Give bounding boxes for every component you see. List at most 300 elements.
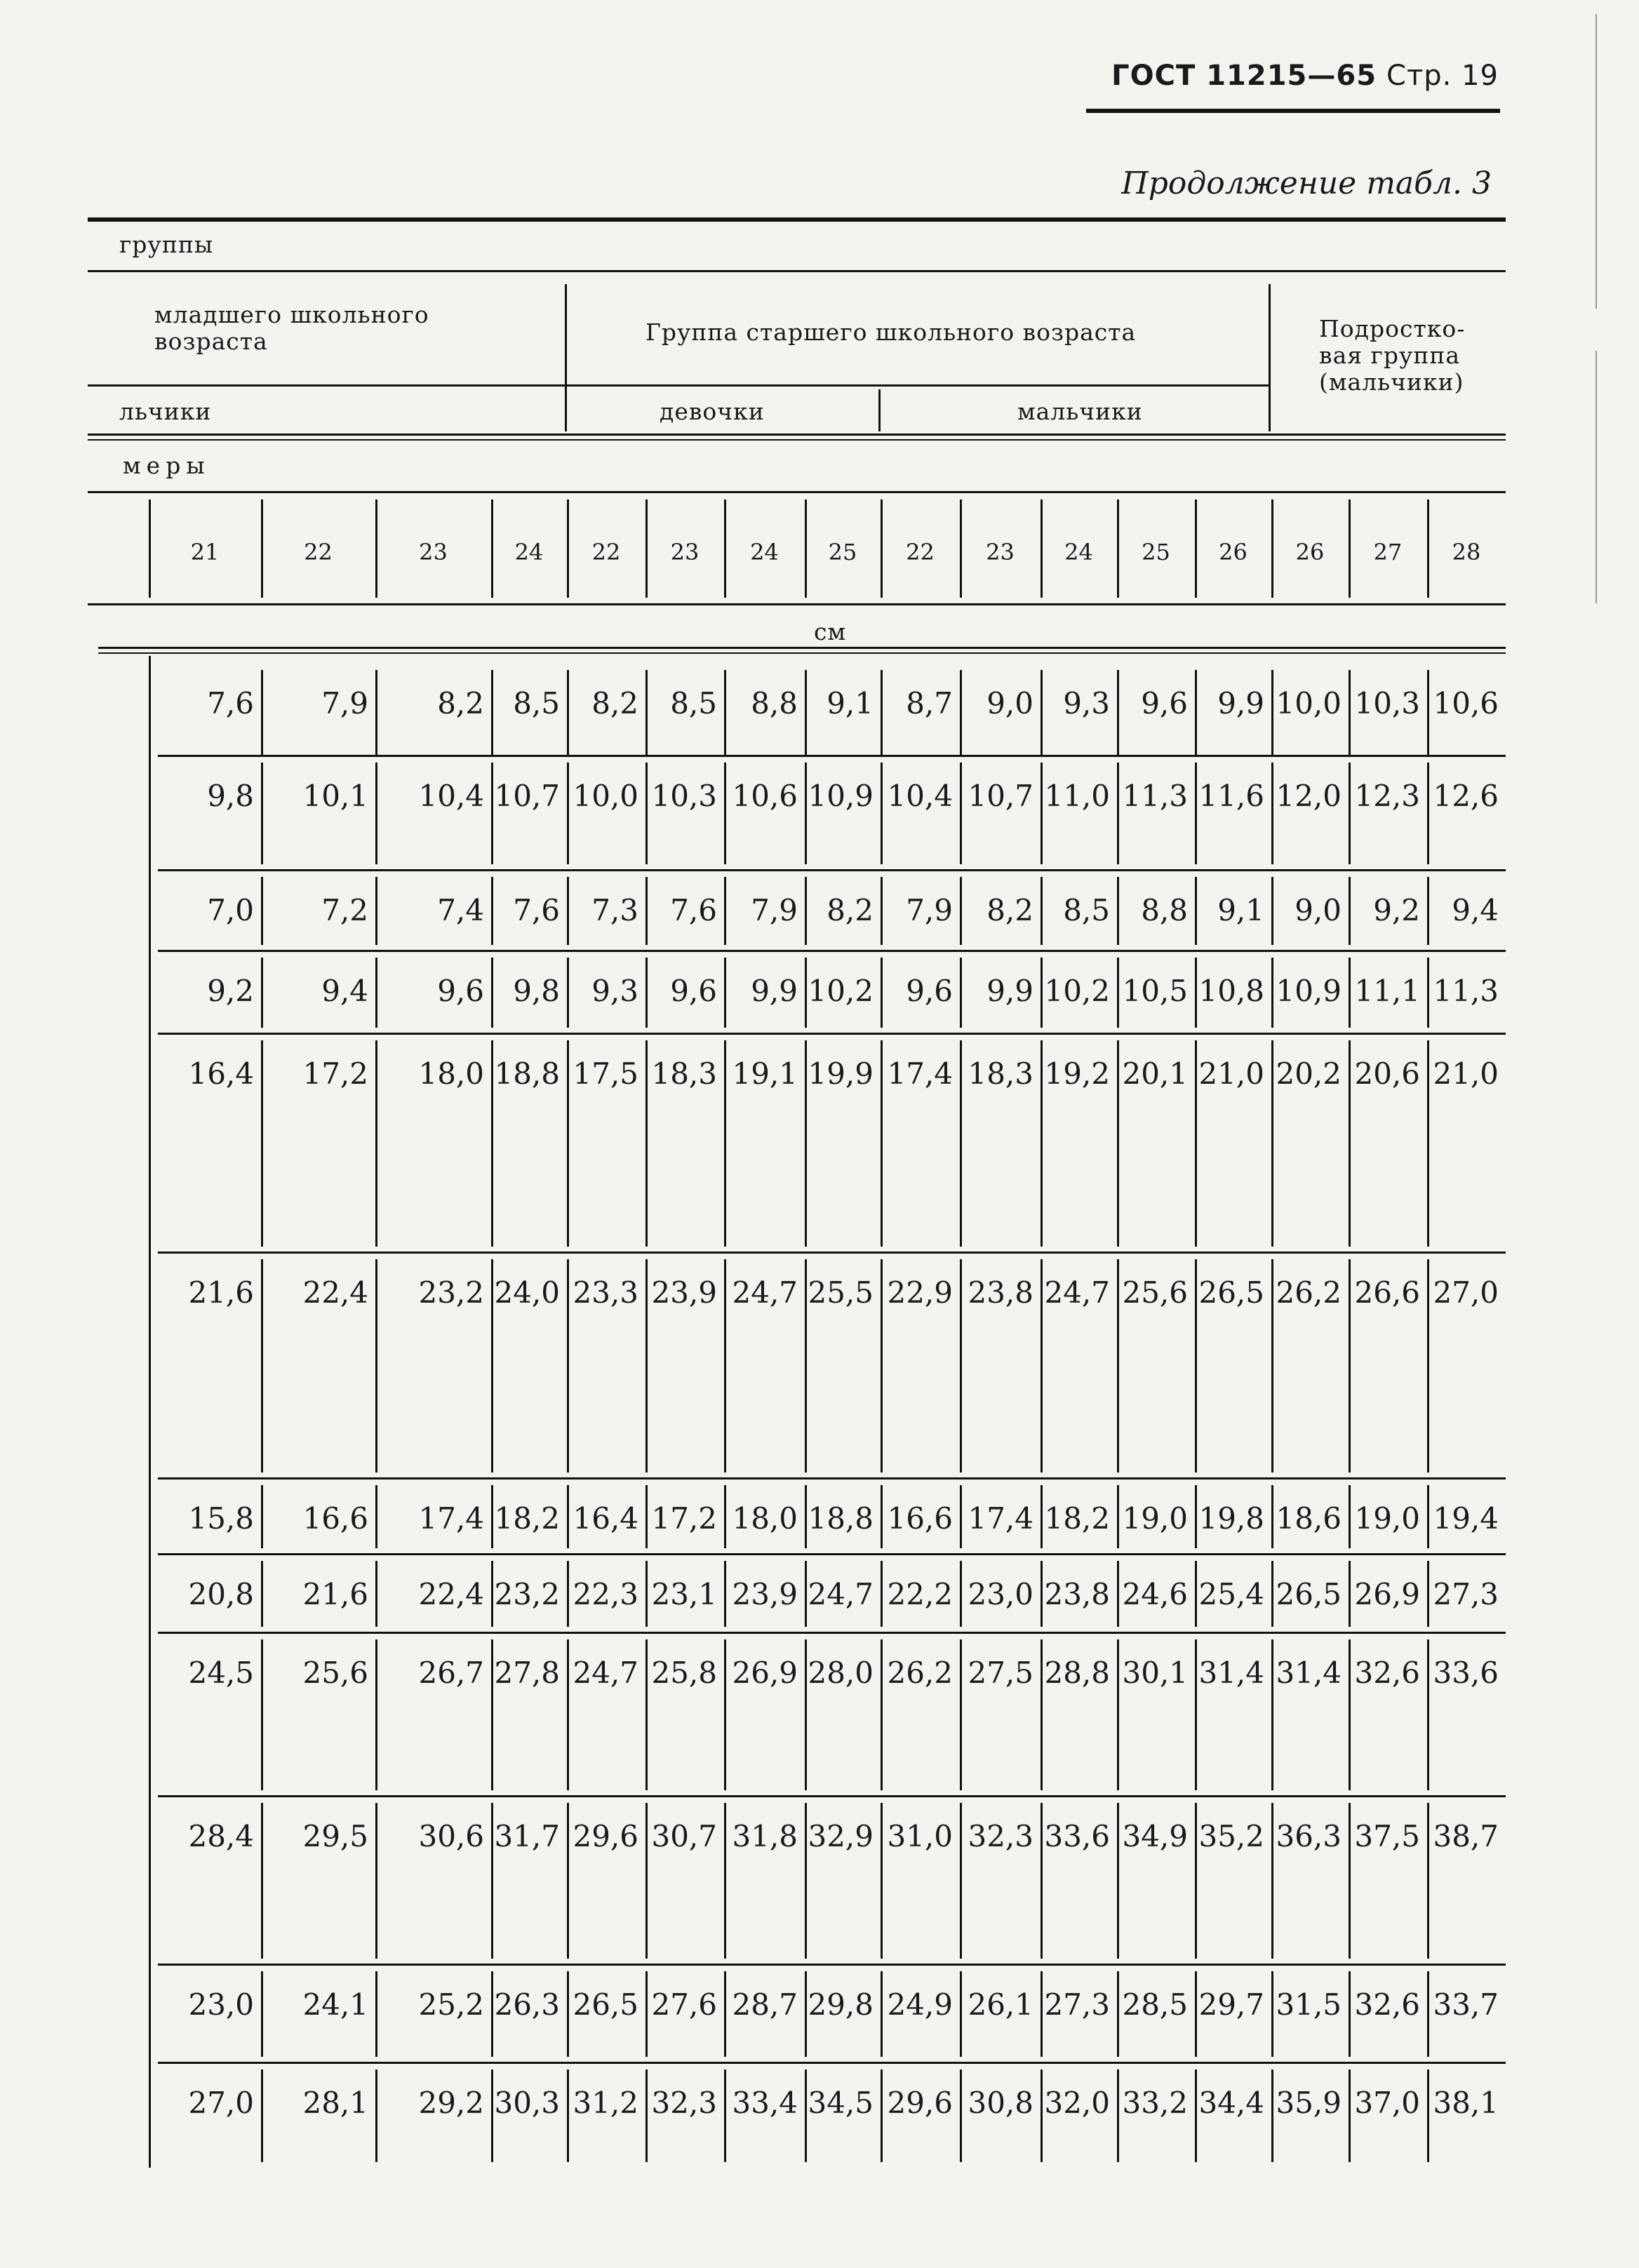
table-cell: 26,2 — [1276, 1275, 1342, 1310]
cell-divider — [1349, 1040, 1351, 1247]
cell-divider — [1271, 763, 1273, 864]
table-cell: 21,6 — [302, 1577, 368, 1611]
table-cell: 11,6 — [1198, 779, 1264, 813]
table-cell: 27,8 — [494, 1656, 560, 1690]
table-cell: 10,4 — [887, 779, 953, 813]
table-cell: 8,2 — [986, 893, 1033, 927]
cell-divider — [1427, 1971, 1429, 2057]
cell-divider — [491, 877, 493, 945]
cell-divider — [261, 1040, 263, 1247]
cell-divider — [1349, 1485, 1351, 1548]
cell-divider — [645, 1485, 648, 1548]
table-cell: 7,2 — [321, 893, 368, 927]
column-header-divider — [960, 499, 962, 598]
table-cell: 9,6 — [437, 974, 484, 1008]
cell-divider — [1041, 670, 1043, 756]
cell-divider — [1117, 877, 1119, 945]
row-divider — [158, 950, 1506, 952]
table-cell: 21,6 — [188, 1275, 254, 1310]
cell-divider — [960, 1971, 962, 2057]
cell-divider — [375, 763, 377, 864]
table-cell: 22,4 — [418, 1577, 484, 1611]
column-header-divider — [149, 499, 151, 598]
cell-divider — [805, 763, 807, 864]
table-cell: 27,6 — [651, 1987, 717, 2022]
table-cell: 27,3 — [1044, 1987, 1110, 2022]
cell-divider — [375, 1639, 377, 1790]
column-header-divider — [1117, 499, 1119, 598]
cell-divider — [724, 958, 726, 1028]
cell-divider — [1117, 1803, 1119, 1959]
cell-divider — [261, 1259, 263, 1472]
cell-divider — [645, 1803, 648, 1959]
cell-divider — [261, 1485, 263, 1548]
table-cell: 9,3 — [591, 974, 638, 1008]
table-cell: 21,0 — [1433, 1056, 1499, 1091]
cell-divider — [375, 1561, 377, 1627]
cell-divider — [645, 2069, 648, 2162]
cell-divider — [960, 1259, 962, 1472]
table-cell: 20,1 — [1122, 1056, 1188, 1091]
cell-divider — [491, 763, 493, 864]
table-cell: 8,5 — [1063, 893, 1110, 927]
cell-divider — [491, 2069, 493, 2162]
cell-divider — [1349, 1639, 1351, 1790]
cell-divider — [724, 1971, 726, 2057]
table-cell: 38,7 — [1433, 1819, 1499, 1853]
table-cell: 33,2 — [1122, 2086, 1188, 2120]
header-rule — [1086, 109, 1500, 113]
column-header-divider — [375, 499, 377, 598]
cell-divider — [375, 958, 377, 1028]
cell-divider — [1271, 1040, 1273, 1247]
cell-divider — [645, 1971, 648, 2057]
cell-divider — [261, 958, 263, 1028]
table-cell: 25,2 — [418, 1987, 484, 2022]
table-cell: 20,6 — [1354, 1056, 1420, 1091]
column-header-divider — [1427, 499, 1429, 598]
cell-divider — [1271, 1971, 1273, 2057]
cell-divider — [645, 958, 648, 1028]
table-cell: 25,6 — [1122, 1275, 1188, 1310]
table-cell: 28,4 — [188, 1819, 254, 1853]
cell-divider — [960, 1561, 962, 1627]
row-divider — [158, 1477, 1506, 1479]
table-cell: 30,6 — [418, 1819, 484, 1853]
cell-divider — [1271, 877, 1273, 945]
column-header-divider — [567, 499, 569, 598]
column-header: 27 — [1373, 539, 1403, 565]
label-teen-group: Подростко-вая группа (мальчики) — [1319, 315, 1466, 396]
table-cell: 24,7 — [732, 1275, 798, 1310]
cell-divider — [1427, 877, 1429, 945]
cell-divider — [724, 670, 726, 756]
cell-divider — [960, 763, 962, 864]
cell-divider — [645, 670, 648, 756]
table-cell: 8,8 — [751, 686, 798, 720]
table-cell: 26,9 — [1354, 1577, 1420, 1611]
table-cell: 22,3 — [573, 1577, 638, 1611]
column-header-divider — [645, 499, 648, 598]
table-cell: 26,5 — [1276, 1577, 1342, 1611]
table-cell: 7,9 — [321, 686, 368, 720]
gost-number: ГОСТ 11215—65 — [1111, 60, 1377, 92]
cell-divider — [375, 1971, 377, 2057]
cell-divider — [1117, 1485, 1119, 1548]
table-cell: 17,2 — [302, 1056, 368, 1091]
cell-divider — [805, 877, 807, 945]
table-cell: 28,0 — [808, 1656, 874, 1690]
cell-divider — [567, 1803, 569, 1959]
table-cell: 8,7 — [906, 686, 953, 720]
cell-divider — [881, 1485, 883, 1548]
table-cell: 19,0 — [1122, 1501, 1188, 1536]
vline-senior-teen — [1269, 284, 1271, 431]
table-cell: 31,0 — [887, 1819, 953, 1853]
row-divider — [158, 1033, 1506, 1035]
table-cell: 26,6 — [1354, 1275, 1420, 1310]
column-header: 24 — [1064, 539, 1093, 565]
cell-divider — [1271, 670, 1273, 756]
table-cell: 32,3 — [651, 2086, 717, 2120]
table-cell: 24,6 — [1122, 1577, 1188, 1611]
table-cell: 8,2 — [437, 686, 484, 720]
row-divider — [158, 1252, 1506, 1254]
cell-divider — [645, 1040, 648, 1247]
cell-divider — [645, 1259, 648, 1472]
table-cell: 35,2 — [1198, 1819, 1264, 1853]
cell-divider — [261, 877, 263, 945]
cell-divider — [491, 1561, 493, 1627]
table-cell: 7,9 — [751, 893, 798, 927]
rule-columns-bottom — [88, 603, 1506, 605]
cell-divider — [375, 2069, 377, 2162]
cell-divider — [1041, 1040, 1043, 1247]
table-cell: 29,6 — [887, 2086, 953, 2120]
table-continuation-caption: Продолжение табл. 3 — [1121, 166, 1492, 201]
table-cell: 33,4 — [732, 2086, 798, 2120]
cell-divider — [1195, 958, 1197, 1028]
table-cell: 9,1 — [827, 686, 874, 720]
table-cell: 23,1 — [651, 1577, 717, 1611]
cell-divider — [724, 1485, 726, 1548]
table-cell: 31,2 — [573, 2086, 638, 2120]
table-cell: 9,6 — [670, 974, 717, 1008]
cell-divider — [1195, 1259, 1197, 1472]
table-cell: 20,2 — [1276, 1056, 1342, 1091]
cell-divider — [567, 877, 569, 945]
page-number: Стр. 19 — [1386, 60, 1499, 92]
cell-divider — [375, 1259, 377, 1472]
table-cell: 34,5 — [808, 2086, 874, 2120]
column-header: 22 — [591, 539, 621, 565]
column-header: 21 — [190, 539, 220, 565]
table-cell: 20,8 — [188, 1577, 254, 1611]
cell-divider — [375, 1040, 377, 1247]
cell-divider — [1117, 2069, 1119, 2162]
table-cell: 18,3 — [968, 1056, 1033, 1091]
table-cell: 7,4 — [437, 893, 484, 927]
cell-divider — [1427, 958, 1429, 1028]
cell-divider — [1427, 763, 1429, 864]
cell-divider — [375, 670, 377, 756]
table-cell: 19,8 — [1198, 1501, 1264, 1536]
table-cell: 8,2 — [591, 686, 638, 720]
table-cell: 26,2 — [887, 1656, 953, 1690]
cell-divider — [724, 1040, 726, 1247]
cell-divider — [881, 1259, 883, 1472]
margin-mark — [1595, 14, 1597, 309]
table-cell: 18,2 — [494, 1501, 560, 1536]
table-cell: 21,0 — [1198, 1056, 1264, 1091]
table-cell: 33,6 — [1433, 1656, 1499, 1690]
table-cell: 32,6 — [1354, 1656, 1420, 1690]
label-girls: девочки — [660, 398, 765, 425]
cell-divider — [491, 1639, 493, 1790]
cell-divider — [567, 2069, 569, 2162]
table-cell: 25,8 — [651, 1656, 717, 1690]
table-cell: 17,4 — [968, 1501, 1033, 1536]
table-cell: 32,3 — [968, 1819, 1033, 1853]
cell-divider — [1271, 1259, 1273, 1472]
cell-divider — [881, 1639, 883, 1790]
table-cell: 26,1 — [968, 1987, 1033, 2022]
table-cell: 28,1 — [302, 2086, 368, 2120]
column-header: 26 — [1219, 539, 1247, 565]
table-cell: 9,6 — [1141, 686, 1188, 720]
cell-divider — [1271, 1639, 1273, 1790]
table-cell: 7,0 — [207, 893, 254, 927]
cell-divider — [1427, 1485, 1429, 1548]
cell-divider — [1041, 1803, 1043, 1959]
cell-divider — [724, 1561, 726, 1627]
table-cell: 34,9 — [1122, 1819, 1188, 1853]
cell-divider — [261, 2069, 263, 2162]
table-cell: 11,0 — [1044, 779, 1110, 813]
table-cell: 9,4 — [1452, 893, 1499, 927]
table-cell: 23,9 — [732, 1577, 798, 1611]
table-cell: 9,0 — [1295, 893, 1342, 927]
cell-divider — [1117, 1639, 1119, 1790]
cell-divider — [1427, 1561, 1429, 1627]
table-cell: 16,6 — [302, 1501, 368, 1536]
cell-divider — [261, 670, 263, 756]
table-cell: 37,5 — [1354, 1819, 1420, 1853]
cell-divider — [881, 1803, 883, 1959]
cell-divider — [1117, 670, 1119, 756]
table-cell: 25,4 — [1198, 1577, 1264, 1611]
cell-divider — [960, 670, 962, 756]
rule-unit-bottom — [98, 647, 1506, 649]
cell-divider — [805, 1639, 807, 1790]
rule-top — [88, 217, 1506, 222]
rule-groups — [88, 270, 1506, 272]
cell-divider — [724, 1639, 726, 1790]
column-header-divider — [1041, 499, 1043, 598]
rule-sizes-bottom — [88, 491, 1506, 493]
table-cell: 23,8 — [968, 1275, 1033, 1310]
table-cell: 28,5 — [1122, 1987, 1188, 2022]
cell-divider — [805, 1971, 807, 2057]
table-cell: 11,3 — [1122, 779, 1188, 813]
cell-divider — [1349, 1803, 1351, 1959]
cell-divider — [1271, 1485, 1273, 1548]
cell-divider — [567, 1971, 569, 2057]
cell-divider — [567, 1485, 569, 1548]
cell-divider — [261, 763, 263, 864]
column-header: 28 — [1452, 539, 1481, 565]
cell-divider — [1041, 2069, 1043, 2162]
table-cell: 9,6 — [906, 974, 953, 1008]
table-cell: 9,1 — [1217, 893, 1264, 927]
table-cell: 10,3 — [651, 779, 717, 813]
cell-divider — [1195, 1485, 1197, 1548]
table-cell: 24,5 — [188, 1656, 254, 1690]
cell-divider — [1041, 1485, 1043, 1548]
table-cell: 27,0 — [1433, 1275, 1499, 1310]
table-cell: 29,8 — [808, 1987, 874, 2022]
rule-unit-bottom-2 — [98, 652, 1506, 654]
table-cell: 26,5 — [573, 1987, 638, 2022]
table-cell: 24,1 — [302, 1987, 368, 2022]
cell-divider — [567, 958, 569, 1028]
cell-divider — [805, 1561, 807, 1627]
cell-divider — [881, 763, 883, 864]
table-cell: 10,6 — [732, 779, 798, 813]
table-cell: 26,5 — [1198, 1275, 1264, 1310]
table-cell: 9,9 — [751, 974, 798, 1008]
cell-divider — [645, 1639, 648, 1790]
table-cell: 31,4 — [1198, 1656, 1264, 1690]
row-divider — [158, 1795, 1506, 1797]
table-cell: 26,3 — [494, 1987, 560, 2022]
label-unit: см — [814, 618, 847, 645]
cell-divider — [805, 2069, 807, 2162]
table-cell: 7,6 — [207, 686, 254, 720]
table-cell: 24,0 — [494, 1275, 560, 1310]
cell-divider — [1427, 2069, 1429, 2162]
cell-divider — [724, 1259, 726, 1472]
table-cell: 31,8 — [732, 1819, 798, 1853]
table-cell: 9,9 — [1217, 686, 1264, 720]
cell-divider — [1349, 877, 1351, 945]
table-cell: 12,6 — [1433, 779, 1499, 813]
table-cell: 19,2 — [1044, 1056, 1110, 1091]
rule-sizes-top — [88, 434, 1506, 436]
cell-divider — [261, 1561, 263, 1627]
table-cell: 32,9 — [808, 1819, 874, 1853]
cell-divider — [881, 1561, 883, 1627]
cell-divider — [1271, 2069, 1273, 2162]
label-boys-fragment: льчики — [119, 398, 212, 425]
table-cell: 32,6 — [1354, 1987, 1420, 2022]
table-cell: 10,0 — [573, 779, 638, 813]
table-cell: 18,0 — [418, 1056, 484, 1091]
table-cell: 8,8 — [1141, 893, 1188, 927]
table-cell: 34,4 — [1198, 2086, 1264, 2120]
table-cell: 22,4 — [302, 1275, 368, 1310]
column-header: 22 — [906, 539, 935, 565]
table-cell: 30,1 — [1122, 1656, 1188, 1690]
cell-divider — [1041, 877, 1043, 945]
cell-divider — [1271, 1803, 1273, 1959]
table-cell: 17,4 — [418, 1501, 484, 1536]
cell-divider — [881, 670, 883, 756]
column-header: 22 — [304, 539, 333, 565]
table-cell: 19,9 — [808, 1056, 874, 1091]
table-cell: 35,9 — [1276, 2086, 1342, 2120]
table-cell: 9,3 — [1063, 686, 1110, 720]
table-cell: 12,3 — [1354, 779, 1420, 813]
cell-divider — [1427, 670, 1429, 756]
column-header: 23 — [986, 539, 1015, 565]
table-cell: 8,5 — [670, 686, 717, 720]
table-cell: 19,0 — [1354, 1501, 1420, 1536]
table-cell: 36,3 — [1276, 1819, 1342, 1853]
cell-divider — [1195, 763, 1197, 864]
cell-divider — [805, 1485, 807, 1548]
column-header-divider — [1349, 499, 1351, 598]
cell-divider — [567, 670, 569, 756]
table-cell: 38,1 — [1433, 2086, 1499, 2120]
table-cell: 10,9 — [1276, 974, 1342, 1008]
table-cell: 28,7 — [732, 1987, 798, 2022]
table-cell: 32,0 — [1044, 2086, 1110, 2120]
table-cell: 30,7 — [651, 1819, 717, 1853]
column-header-divider — [805, 499, 807, 598]
table-cell: 10,2 — [808, 974, 874, 1008]
table-cell: 29,2 — [418, 2086, 484, 2120]
table-cell: 8,5 — [513, 686, 560, 720]
table-cell: 12,0 — [1276, 779, 1342, 813]
cell-divider — [375, 1485, 377, 1548]
table-cell: 18,3 — [651, 1056, 717, 1091]
cell-divider — [960, 1639, 962, 1790]
cell-divider — [261, 1639, 263, 1790]
table-cell: 11,3 — [1433, 974, 1499, 1008]
column-header: 23 — [419, 539, 448, 565]
cell-divider — [1271, 958, 1273, 1028]
cell-divider — [567, 1259, 569, 1472]
table-cell: 37,0 — [1354, 2086, 1420, 2120]
table-cell: 23,9 — [651, 1275, 717, 1310]
table-cell: 7,6 — [670, 893, 717, 927]
cell-divider — [1041, 1561, 1043, 1627]
cell-divider — [960, 877, 962, 945]
cell-divider — [491, 1803, 493, 1959]
cell-divider — [1349, 958, 1351, 1028]
column-header: 23 — [670, 539, 700, 565]
table-cell: 7,9 — [906, 893, 953, 927]
table-cell: 9,4 — [321, 974, 368, 1008]
table-cell: 25,5 — [808, 1275, 874, 1310]
table-cell: 16,4 — [573, 1501, 638, 1536]
cell-divider — [1195, 877, 1197, 945]
column-header-divider — [261, 499, 263, 598]
table-cell: 31,5 — [1276, 1987, 1342, 2022]
table-cell: 15,8 — [188, 1501, 254, 1536]
table-cell: 10,6 — [1433, 686, 1499, 720]
cell-divider — [1349, 1561, 1351, 1627]
cell-divider — [881, 1040, 883, 1247]
table-cell: 23,8 — [1044, 1577, 1110, 1611]
cell-divider — [645, 877, 648, 945]
table-cell: 24,7 — [573, 1656, 638, 1690]
cell-divider — [1195, 1803, 1197, 1959]
cell-divider — [645, 1561, 648, 1627]
cell-divider — [1195, 2069, 1197, 2162]
cell-divider — [1117, 1040, 1119, 1247]
